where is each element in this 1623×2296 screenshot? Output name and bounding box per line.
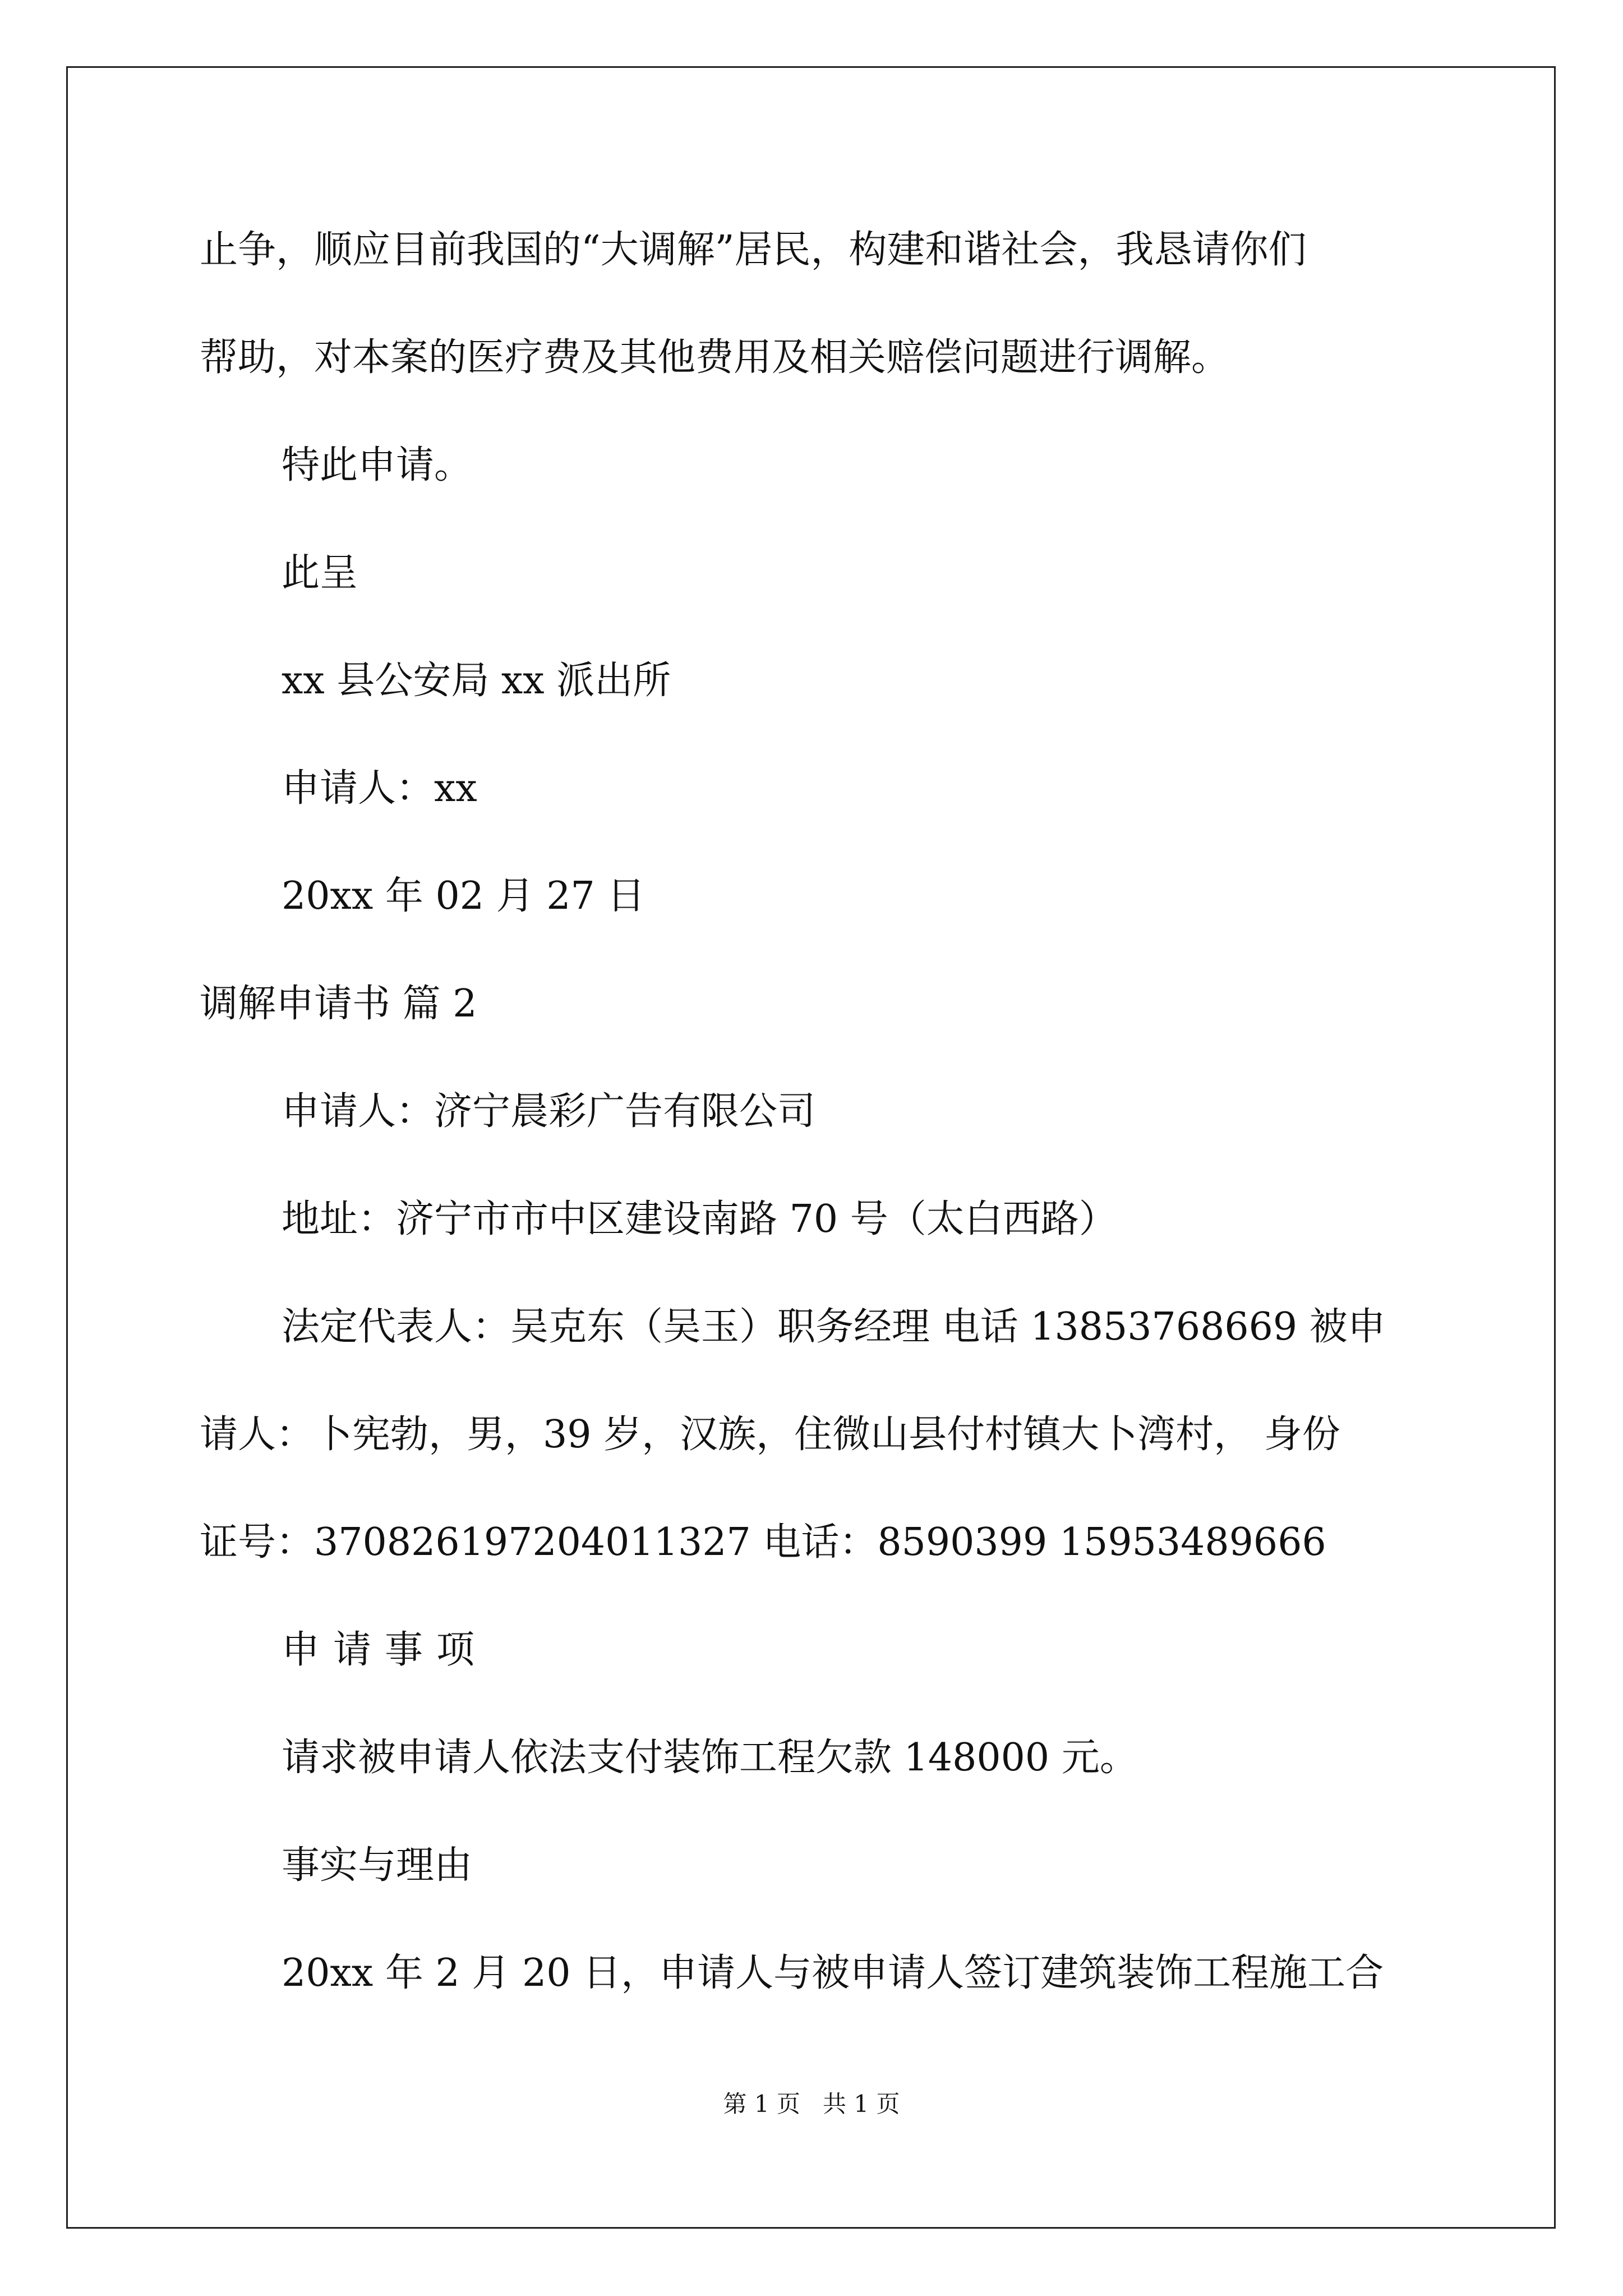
legal-representative: 法定代表人：吴克东（吴玉）职务经理 电话 13853768669 被申 xyxy=(282,1305,1386,1349)
request-text: 请求被申请人依法支付装饰工程欠款 148000 元。 xyxy=(282,1736,1138,1780)
salutation: 此呈 xyxy=(282,551,358,595)
signature-date: 20xx 年 02 月 27 日 xyxy=(282,874,645,918)
facts-heading: 事实与理由 xyxy=(282,1843,473,1888)
document-body xyxy=(200,196,1433,2027)
recipient: xx 县公安局 xx 派出所 xyxy=(282,659,671,703)
applicant-name: 申请人：济宁晨彩广告有限公司 xyxy=(282,1089,816,1134)
respondent-info: 请人：卜宪勃，男，39 岁，汉族，住微山县付村镇大卜湾村， 身份 xyxy=(200,1412,1340,1457)
applicant-signature: 申请人：xx xyxy=(282,766,477,811)
section-heading: 调解申请书 篇 2 xyxy=(200,982,477,1026)
body-text-line: 帮助，对本案的医疗费及其他费用及相关赔偿问题进行调解。 xyxy=(200,335,1230,380)
request-heading: 申请事项 xyxy=(282,1628,488,1672)
respondent-id: 证号：370826197204011327 电话：8590399 15953489666 xyxy=(200,1520,1326,1565)
page-number: 第 1 页 共 1 页 xyxy=(723,2090,900,2118)
body-text-line: 止争，顺应目前我国的“大调解”居民，构建和谐社会，我恳请你们 xyxy=(200,228,1307,272)
facts-text: 20xx 年 2 月 20 日，申请人与被申请人签订建筑装饰工程施工合 xyxy=(282,1951,1384,1995)
applicant-address: 地址：济宁市市中区建设南路 70 号（太白西路） xyxy=(282,1197,1117,1241)
closing-phrase: 特此申请。 xyxy=(282,443,473,487)
